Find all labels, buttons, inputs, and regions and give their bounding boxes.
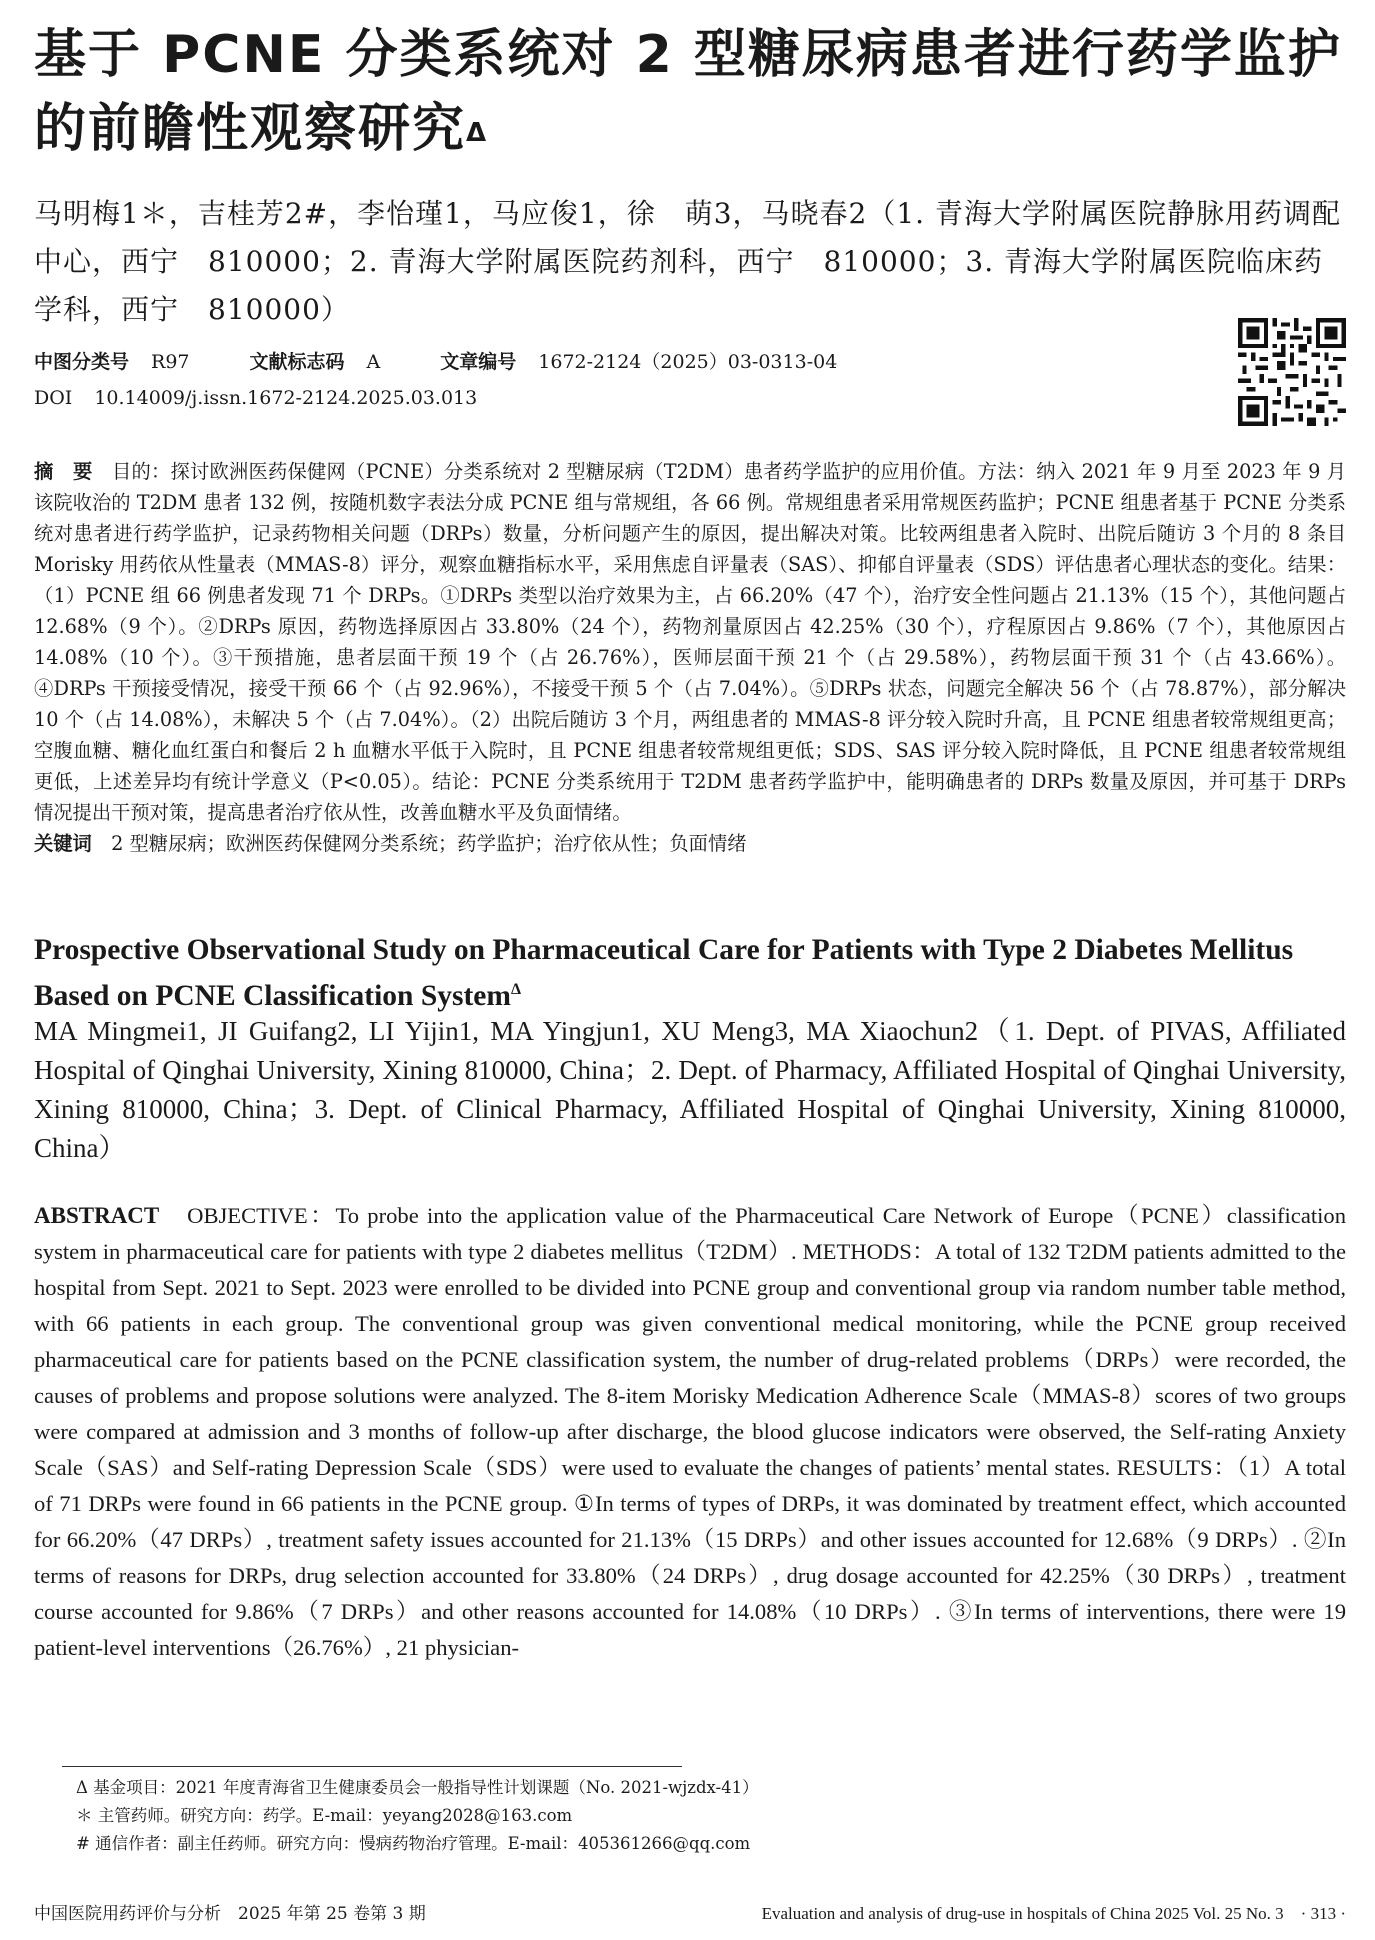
document-code-label: 文献标志码 — [249, 351, 345, 373]
keywords-text: 2 型糖尿病；欧洲医药保健网分类系统；药学监护；治疗依从性；负面情绪 — [111, 832, 747, 855]
chinese-abstract-text: 目的：探讨欧洲医药保健网（PCNE）分类系统对 2 型糖尿病（T2DM）患者药学监护的应用价值。方法：纳入 2021 年 9 月至 2023 年 9 月该院收治的 T2DM 患者 132 例，按随机数字表法分成 PCNE 组与常规组，各 66 例。常规组患者采用常规医药监护；PCNE 组患者基于 PCNE 分类系统对患者进行药学监护，记录药物相关问题（DRPs）数量，分析问题产生的原因，提出解决对策。比较两组患者入院时、出院后随访 3 个月的 8 条目 Morisky 用药依从性量表（MMAS-8）评分，观察血糖指标水平，采用焦虑自评量表（SAS）、抑郁自评量表（SDS）评估患者心理状态的变化。结果：（1）PCNE 组 66 例患者发现 71 个 DRPs。①DRPs 类型以治疗效果为主，占 66.20%（47 个），治疗安全性问题占 21.13%（15 个），其他问题占 12.68%（9 个）。②DRPs 原因，药物选择原因占 33.80%（24 个），药物剂量原因占 42.25%（30 个），疗程原因占 9.86%（7 个），其他原因占 14.08%（10 个）。③干预措施，患者层面干预 19 个（占 26.76%），医师层面干预 21 个（占 29.58%），药物层面干预 31 个（占 43.66%）。④DRPs 干预接受情况，接受干预 66 个（占 92.96%），不接受干预 5 个（占 7.04%）。⑤DRPs 状态，问题完全解决 56 个（占 78.87%），部分解决 10 个（占 14.08%），未解决 5 个（占 7.04%）。（2）出院后随访 3 个月，两组患者的 MMAS-8 评分较入院时升高，且 PCNE 组患者较常规组更高；空腹血糖、糖化血红蛋白和餐后 2 h 血糖水平低于入院时，且 PCNE 组患者较常规组更低；SDS、SAS 评分较入院时降低，且 PCNE 组患者较常规组更低，上述差异均有统计学意义（P<0.05）。结论：PCNE 分类系统用于 T2DM 患者药学监护中，能明确患者的 DRPs 数量及原因，并可基于 DRPs 情况提出干预对策，提高患者治疗依从性，改善血糖水平及负面情绪。 — [34, 460, 1347, 824]
keywords-label: 关键词 — [34, 832, 92, 855]
chinese-title-text: 基于 PCNE 分类系统对 2 型糖尿病患者进行药学监护的前瞻性观察研究 — [34, 25, 1342, 159]
article-number-value: 1672-2124（2025）03-0313-04 — [538, 351, 838, 373]
footer-journal-cn: 中国医院用药评价与分析 2025 年第 25 卷第 3 期 — [34, 1904, 426, 1924]
qr-code-icon — [1238, 318, 1346, 426]
footnote-fund: Δ 基金项目：2021 年度青海省卫生健康委员会一般指导性计划课题（No. 2021-wjzdx-41） — [76, 1778, 759, 1797]
english-abstract — [34, 1198, 1346, 1666]
chinese-abstract — [34, 456, 1346, 859]
chinese-title-fund-mark: Δ — [466, 118, 489, 148]
chinese-authors-affiliations: 马明梅1＊，吉桂芳2#，李怡瑾1，马应俊1，徐 萌3，马晓春2（1. 青海大学附属医院静脉用药调配中心，西宁 810000；2. 青海大学附属医院药剂科，西宁 810000；3. 青海大学附属医院临床药学科，西宁 810000） — [34, 197, 1341, 326]
footnote-corresponding-author: # 通信作者：副主任药师。研究方向：慢病药物治疗管理。E-mail：405361266@qq.com — [76, 1834, 751, 1853]
english-authors-affiliations: MA Mingmei1, JI Guifang2, LI Yijin1, MA Yingjun1, XU Meng3, MA Xiaochun2（1. Dept. of PIVAS, Affiliated Hospital of Qinghai University, Xining 810000, China；2. Dept. of Pharmacy, Affiliated Hospital of Qinghai University, Xining 810000, China；3. Dept. of Clinical Pharmacy, Affiliated Hospital of Qinghai University, Xining 810000, China） — [34, 1016, 1346, 1163]
footnote-first-author: ＊ 主管药师。研究方向：药学。E-mail：yeyang2028@163.com — [76, 1806, 573, 1825]
chinese-abstract-label: 摘 要 — [34, 460, 93, 483]
chinese-article-title — [34, 18, 1344, 166]
article-number-label: 文章编号 — [440, 351, 517, 373]
clc-value: R97 — [151, 351, 190, 373]
document-code-value: A — [366, 351, 381, 373]
footnotes — [76, 1774, 1276, 1858]
english-abstract-text: OBJECTIVE：To probe into the application value of the Pharmaceutical Care Network of Europe（PCNE）classification system in pharmaceutical care for patients with type 2 diabetes mellitus（T2DM）. METHODS：A total of 132 T2DM patients admitted to the hospital from Sept. 2021 to Sept. 2023 were enrolled to be divided into PCNE group and conventional group via random number table method, with 66 patients in each group. The conventional group was given conventional medical monitoring, while the PCNE group received pharmaceutical care for patients based on the PCNE classification system, the number of drug-related problems（DRPs）were recorded, the causes of problems and propose solutions were analyzed. The 8-item Morisky Medication Adherence Scale（MMAS-8）scores of two groups were compared at admission and 3 months of follow-up after discharge, the blood glucose indicators were observed, the Self-rating Anxiety Scale（SAS）and Self-rating Depression Scale（SDS）were used to evaluate the changes of patients’ mental states. RESULTS：（1）A total of 71 DRPs were found in 66 patients in the PCNE group. ①In terms of types of DRPs, it was dominated by treatment effect, which accounted for 66.20%（47 DRPs）, treatment safety issues accounted for 21.13%（15 DRPs）and other issues accounted for 12.68%（9 DRPs）. ②In terms of reasons for DRPs, drug selection accounted for 33.80%（24 DRPs）, drug dosage accounted for 42.25%（30 DRPs）, treatment course accounted for 9.86%（7 DRPs）and other reasons accounted for 14.08%（10 DRPs）. ③In terms of interventions, there were 19 patient-level interventions（26.76%）, 21 physician- — [34, 1203, 1346, 1660]
english-abstract-label: ABSTRACT — [34, 1203, 160, 1228]
footnote-divider — [62, 1766, 682, 1767]
footer-journal-en: Evaluation and analysis of drug-use in hospitals of China 2025 Vol. 25 No. 3 · 313 · — [761, 1904, 1346, 1923]
page-footer — [34, 1900, 1346, 1928]
classification-line — [34, 348, 837, 376]
english-title-fund-mark: Δ — [510, 981, 521, 998]
clc-label: 中图分类号 — [34, 351, 130, 373]
doi-value[interactable]: 10.14009/j.issn.1672-2124.2025.03.013 — [94, 387, 478, 409]
english-title-text: Prospective Observational Study on Pharmaceutical Care for Patients with Type 2 Diabetes Mellitus Based on PCNE Classification System — [34, 934, 1294, 1012]
doi-label: DOI — [34, 387, 73, 409]
english-article-title — [34, 930, 1346, 1016]
doi-line — [34, 384, 477, 412]
